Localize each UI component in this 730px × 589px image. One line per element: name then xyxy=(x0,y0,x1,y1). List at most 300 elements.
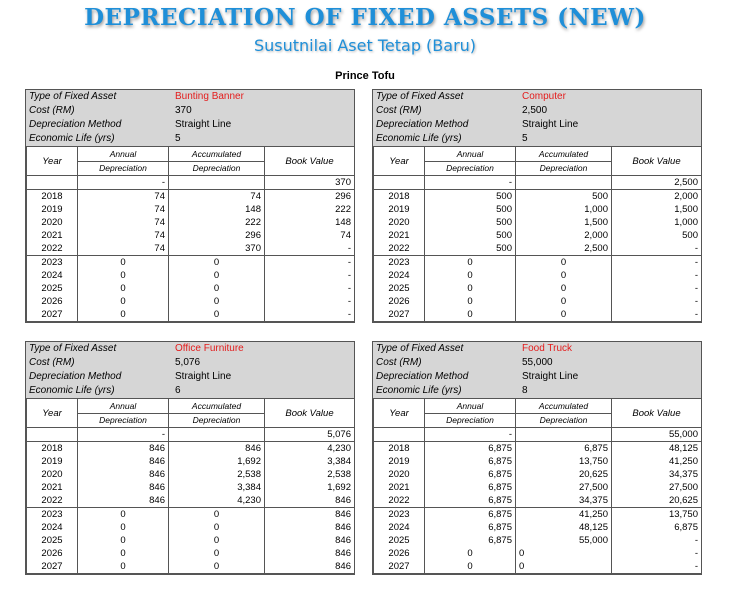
annual-depreciation-cell: 500 xyxy=(425,229,516,242)
book-value-cell: 5,076 xyxy=(265,428,355,442)
accumulated-header-bottom: Depreciation xyxy=(539,414,588,425)
annual-depreciation-cell: 846 xyxy=(78,455,169,468)
year-cell: 2024 xyxy=(374,521,425,534)
asset-panel-office-furniture xyxy=(25,341,355,575)
book-value-cell: 222 xyxy=(265,203,355,216)
asset-method-value: Straight Line xyxy=(175,371,232,382)
asset-cost-row xyxy=(26,104,354,118)
page-title: DEPRECIATION OF FIXED ASSETS (NEW) xyxy=(84,4,646,31)
table-row xyxy=(27,442,355,456)
table-row xyxy=(27,508,355,522)
table-header xyxy=(374,147,702,176)
depreciation-table xyxy=(373,146,702,322)
depreciation-table xyxy=(373,398,702,574)
asset-type-value: Computer xyxy=(522,91,566,102)
accumulated-depreciation-cell: 0 xyxy=(516,282,612,295)
book-value-cell: - xyxy=(612,547,702,560)
asset-life-row xyxy=(373,384,701,398)
accumulated-depreciation-cell: 296 xyxy=(169,229,265,242)
accumulated-header-bottom: Depreciation xyxy=(192,414,241,425)
book-value-cell: 846 xyxy=(265,521,355,534)
asset-panel-bunting-banner xyxy=(25,89,355,323)
accumulated-depreciation-cell: 370 xyxy=(169,242,265,256)
asset-method-label: Depreciation Method xyxy=(376,119,469,130)
year-cell: 2022 xyxy=(27,242,78,256)
book-value-cell: - xyxy=(265,256,355,270)
annual-depreciation-cell: 500 xyxy=(425,242,516,256)
year-cell: 2022 xyxy=(374,494,425,508)
year-cell: 2026 xyxy=(374,547,425,560)
year-cell: 2020 xyxy=(374,468,425,481)
asset-method-label: Depreciation Method xyxy=(29,371,122,382)
table-row xyxy=(374,428,702,442)
year-cell: 2026 xyxy=(374,295,425,308)
accumulated-header xyxy=(169,399,265,428)
year-cell: 2021 xyxy=(374,229,425,242)
book-value-cell: - xyxy=(612,295,702,308)
annual-depreciation-cell: 6,875 xyxy=(425,481,516,494)
asset-method-label: Depreciation Method xyxy=(29,119,122,130)
annual-depreciation-cell: 6,875 xyxy=(425,494,516,508)
year-cell: 2019 xyxy=(374,203,425,216)
annual-depreciation-cell: 6,875 xyxy=(425,455,516,468)
table-row xyxy=(374,521,702,534)
accumulated-depreciation-cell: 0 xyxy=(516,256,612,270)
accumulated-depreciation-cell: 0 xyxy=(169,282,265,295)
table-row xyxy=(374,560,702,574)
accumulated-depreciation-cell: 3,384 xyxy=(169,481,265,494)
table-row xyxy=(374,176,702,190)
book-value-cell: 500 xyxy=(612,229,702,242)
book-value-header: Book Value xyxy=(612,399,702,428)
table-row xyxy=(27,256,355,270)
accumulated-depreciation-cell: 0 xyxy=(169,547,265,560)
book-value-cell: 846 xyxy=(265,494,355,508)
depreciation-table xyxy=(26,146,355,322)
book-value-cell: 55,000 xyxy=(612,428,702,442)
asset-method-value: Straight Line xyxy=(522,119,579,130)
accumulated-depreciation-cell: 74 xyxy=(169,190,265,204)
year-cell: 2027 xyxy=(374,560,425,574)
annual-depreciation-cell: 0 xyxy=(425,295,516,308)
accumulated-header-bottom: Depreciation xyxy=(192,162,241,173)
accumulated-depreciation-cell: 0 xyxy=(516,560,612,574)
annual-header xyxy=(425,399,516,428)
year-cell: 2019 xyxy=(27,203,78,216)
annual-header-bottom: Depreciation xyxy=(446,162,494,173)
table-row xyxy=(374,216,702,229)
annual-depreciation-cell: - xyxy=(425,176,516,190)
year-cell: 2024 xyxy=(27,521,78,534)
annual-header-top: Annual xyxy=(425,400,515,414)
year-cell: 2019 xyxy=(27,455,78,468)
accumulated-depreciation-cell: 2,500 xyxy=(516,242,612,256)
table-row xyxy=(374,295,702,308)
annual-depreciation-cell: 0 xyxy=(425,282,516,295)
book-value-cell: 846 xyxy=(265,508,355,522)
book-value-cell: 4,230 xyxy=(265,442,355,456)
accumulated-depreciation-cell: 1,500 xyxy=(516,216,612,229)
annual-depreciation-cell: 0 xyxy=(78,521,169,534)
accumulated-depreciation-cell: 27,500 xyxy=(516,481,612,494)
accumulated-header-top: Accumulated xyxy=(169,400,264,414)
accumulated-depreciation-cell xyxy=(169,428,265,442)
table-row xyxy=(27,282,355,295)
asset-life-value: 8 xyxy=(522,385,528,396)
annual-depreciation-cell: - xyxy=(425,428,516,442)
table-row xyxy=(27,295,355,308)
year-header: Year xyxy=(27,147,78,176)
annual-depreciation-cell: 0 xyxy=(425,269,516,282)
table-row xyxy=(27,468,355,481)
accumulated-depreciation-cell: 6,875 xyxy=(516,442,612,456)
annual-depreciation-cell: 0 xyxy=(425,560,516,574)
book-value-cell: 34,375 xyxy=(612,468,702,481)
accumulated-depreciation-cell: 34,375 xyxy=(516,494,612,508)
year-cell: 2021 xyxy=(27,481,78,494)
book-value-cell: - xyxy=(265,269,355,282)
table-header xyxy=(27,147,355,176)
asset-type-value: Office Furniture xyxy=(175,343,244,354)
table-row xyxy=(374,308,702,322)
annual-depreciation-cell: 846 xyxy=(78,468,169,481)
year-cell: 2027 xyxy=(27,560,78,574)
asset-type-value: Bunting Banner xyxy=(175,91,244,102)
annual-depreciation-cell: 74 xyxy=(78,203,169,216)
book-value-cell: - xyxy=(265,242,355,256)
book-value-cell: 846 xyxy=(265,534,355,547)
book-value-cell: - xyxy=(612,308,702,322)
book-value-cell: 370 xyxy=(265,176,355,190)
annual-depreciation-cell: 0 xyxy=(78,269,169,282)
table-row xyxy=(374,547,702,560)
year-cell: 2024 xyxy=(27,269,78,282)
asset-type-row xyxy=(373,342,701,356)
annual-header-bottom: Depreciation xyxy=(446,414,494,425)
accumulated-depreciation-cell xyxy=(169,176,265,190)
annual-header-top: Annual xyxy=(425,148,515,162)
annual-depreciation-cell: 500 xyxy=(425,216,516,229)
asset-type-value: Food Truck xyxy=(522,343,573,354)
accumulated-depreciation-cell: 0 xyxy=(169,269,265,282)
book-value-cell: 74 xyxy=(265,229,355,242)
table-row xyxy=(27,229,355,242)
asset-info xyxy=(373,342,701,398)
year-cell: 2025 xyxy=(27,534,78,547)
accumulated-header-bottom: Depreciation xyxy=(539,162,588,173)
year-cell: 2018 xyxy=(374,442,425,456)
asset-life-row xyxy=(373,132,701,146)
table-row xyxy=(27,308,355,322)
year-cell: 2027 xyxy=(374,308,425,322)
asset-info xyxy=(26,90,354,146)
table-row xyxy=(374,468,702,481)
year-cell: 2023 xyxy=(374,508,425,522)
asset-life-label: Economic Life (yrs) xyxy=(376,133,462,144)
accumulated-depreciation-cell: 148 xyxy=(169,203,265,216)
depreciation-table xyxy=(26,398,355,574)
asset-type-label: Type of Fixed Asset xyxy=(376,91,464,102)
asset-method-row xyxy=(26,118,354,132)
table-row xyxy=(374,455,702,468)
annual-header-bottom: Depreciation xyxy=(99,414,147,425)
book-value-cell: - xyxy=(265,282,355,295)
table-row xyxy=(27,534,355,547)
annual-depreciation-cell: 0 xyxy=(78,295,169,308)
table-row xyxy=(27,494,355,508)
accumulated-header-top: Accumulated xyxy=(516,148,611,162)
book-value-cell: 296 xyxy=(265,190,355,204)
table-row xyxy=(27,547,355,560)
annual-header-top: Annual xyxy=(78,148,168,162)
asset-cost-label: Cost (RM) xyxy=(29,105,75,116)
accumulated-depreciation-cell: 500 xyxy=(516,190,612,204)
accumulated-depreciation-cell: 4,230 xyxy=(169,494,265,508)
year-cell xyxy=(374,176,425,190)
annual-depreciation-cell: 0 xyxy=(78,508,169,522)
table-row xyxy=(27,269,355,282)
book-value-cell: - xyxy=(612,269,702,282)
year-cell xyxy=(27,428,78,442)
annual-depreciation-cell: 74 xyxy=(78,229,169,242)
asset-method-label: Depreciation Method xyxy=(376,371,469,382)
table-row xyxy=(374,269,702,282)
accumulated-depreciation-cell: 846 xyxy=(169,442,265,456)
book-value-cell: 148 xyxy=(265,216,355,229)
table-row xyxy=(374,481,702,494)
table-row xyxy=(27,521,355,534)
table-row xyxy=(374,256,702,270)
year-cell xyxy=(374,428,425,442)
asset-panel-food-truck xyxy=(372,341,702,575)
annual-depreciation-cell: 6,875 xyxy=(425,508,516,522)
asset-info xyxy=(26,342,354,398)
year-cell: 2024 xyxy=(374,269,425,282)
accumulated-header xyxy=(516,399,612,428)
annual-depreciation-cell: - xyxy=(78,428,169,442)
accumulated-depreciation-cell: 2,538 xyxy=(169,468,265,481)
year-cell: 2020 xyxy=(27,468,78,481)
book-value-cell: 41,250 xyxy=(612,455,702,468)
asset-method-value: Straight Line xyxy=(522,371,579,382)
table-row xyxy=(374,203,702,216)
year-cell: 2018 xyxy=(27,190,78,204)
book-value-cell: - xyxy=(265,308,355,322)
accumulated-depreciation-cell: 1,692 xyxy=(169,455,265,468)
asset-type-row xyxy=(373,90,701,104)
table-header xyxy=(374,399,702,428)
asset-cost-value: 55,000 xyxy=(522,357,553,368)
asset-life-label: Economic Life (yrs) xyxy=(29,133,115,144)
accumulated-depreciation-cell: 0 xyxy=(169,256,265,270)
table-row xyxy=(374,282,702,295)
annual-depreciation-cell: 0 xyxy=(78,534,169,547)
annual-header-top: Annual xyxy=(78,400,168,414)
asset-method-row xyxy=(26,370,354,384)
asset-cost-value: 5,076 xyxy=(175,357,201,368)
annual-depreciation-cell: - xyxy=(78,176,169,190)
table-row xyxy=(374,190,702,204)
table-row xyxy=(27,176,355,190)
asset-panel-computer xyxy=(372,89,702,323)
asset-cost-label: Cost (RM) xyxy=(376,357,422,368)
year-cell: 2025 xyxy=(374,282,425,295)
year-cell: 2025 xyxy=(374,534,425,547)
annual-depreciation-cell: 6,875 xyxy=(425,534,516,547)
annual-depreciation-cell: 6,875 xyxy=(425,442,516,456)
asset-type-label: Type of Fixed Asset xyxy=(376,343,464,354)
page-subtitle: Susutnilai Aset Tetap (Baru) xyxy=(253,36,477,55)
asset-cost-row xyxy=(26,356,354,370)
year-cell: 2023 xyxy=(27,508,78,522)
book-value-header: Book Value xyxy=(265,147,355,176)
accumulated-depreciation-cell: 0 xyxy=(516,269,612,282)
accumulated-depreciation-cell: 0 xyxy=(169,560,265,574)
annual-depreciation-cell: 0 xyxy=(78,282,169,295)
annual-header xyxy=(78,147,169,176)
book-value-cell: - xyxy=(612,256,702,270)
book-value-cell: 846 xyxy=(265,547,355,560)
asset-info xyxy=(373,90,701,146)
table-row xyxy=(27,428,355,442)
asset-cost-row xyxy=(373,356,701,370)
annual-depreciation-cell: 6,875 xyxy=(425,468,516,481)
accumulated-depreciation-cell: 0 xyxy=(169,521,265,534)
year-cell: 2026 xyxy=(27,547,78,560)
asset-cost-value: 370 xyxy=(175,105,192,116)
accumulated-depreciation-cell: 41,250 xyxy=(516,508,612,522)
accumulated-depreciation-cell: 0 xyxy=(169,534,265,547)
annual-depreciation-cell: 74 xyxy=(78,216,169,229)
book-value-header: Book Value xyxy=(612,147,702,176)
book-value-cell: 27,500 xyxy=(612,481,702,494)
accumulated-header-top: Accumulated xyxy=(516,400,611,414)
company-name: Prince Tofu xyxy=(335,70,395,82)
book-value-cell: 3,384 xyxy=(265,455,355,468)
accumulated-depreciation-cell: 0 xyxy=(516,295,612,308)
book-value-cell: 48,125 xyxy=(612,442,702,456)
annual-depreciation-cell: 74 xyxy=(78,190,169,204)
accumulated-depreciation-cell: 0 xyxy=(169,308,265,322)
table-row xyxy=(27,242,355,256)
accumulated-depreciation-cell: 20,625 xyxy=(516,468,612,481)
accumulated-header-top: Accumulated xyxy=(169,148,264,162)
book-value-cell: - xyxy=(612,560,702,574)
book-value-header: Book Value xyxy=(265,399,355,428)
annual-depreciation-cell: 846 xyxy=(78,481,169,494)
accumulated-depreciation-cell xyxy=(516,428,612,442)
accumulated-depreciation-cell: 0 xyxy=(169,508,265,522)
book-value-cell: 2,500 xyxy=(612,176,702,190)
year-cell: 2023 xyxy=(374,256,425,270)
asset-method-row xyxy=(373,370,701,384)
book-value-cell: 13,750 xyxy=(612,508,702,522)
book-value-cell: 1,000 xyxy=(612,216,702,229)
year-cell: 2018 xyxy=(27,442,78,456)
book-value-cell: 1,692 xyxy=(265,481,355,494)
accumulated-depreciation-cell: 55,000 xyxy=(516,534,612,547)
book-value-cell: 1,500 xyxy=(612,203,702,216)
year-cell xyxy=(27,176,78,190)
table-row xyxy=(374,442,702,456)
accumulated-depreciation-cell: 0 xyxy=(516,547,612,560)
table-row xyxy=(27,190,355,204)
asset-type-label: Type of Fixed Asset xyxy=(29,343,117,354)
accumulated-header xyxy=(169,147,265,176)
annual-depreciation-cell: 500 xyxy=(425,190,516,204)
table-header xyxy=(27,399,355,428)
asset-method-row xyxy=(373,118,701,132)
year-cell: 2026 xyxy=(27,295,78,308)
annual-depreciation-cell: 6,875 xyxy=(425,521,516,534)
asset-cost-label: Cost (RM) xyxy=(376,105,422,116)
book-value-cell: 6,875 xyxy=(612,521,702,534)
table-row xyxy=(374,494,702,508)
annual-header xyxy=(425,147,516,176)
asset-type-row xyxy=(26,90,354,104)
year-cell: 2025 xyxy=(27,282,78,295)
asset-life-label: Economic Life (yrs) xyxy=(29,385,115,396)
year-header: Year xyxy=(27,399,78,428)
accumulated-depreciation-cell: 2,000 xyxy=(516,229,612,242)
year-cell: 2020 xyxy=(374,216,425,229)
asset-life-value: 5 xyxy=(522,133,528,144)
accumulated-depreciation-cell xyxy=(516,176,612,190)
year-cell: 2021 xyxy=(27,229,78,242)
asset-life-label: Economic Life (yrs) xyxy=(376,385,462,396)
annual-depreciation-cell: 74 xyxy=(78,242,169,256)
year-header: Year xyxy=(374,147,425,176)
accumulated-depreciation-cell: 13,750 xyxy=(516,455,612,468)
book-value-cell: 20,625 xyxy=(612,494,702,508)
annual-depreciation-cell: 846 xyxy=(78,442,169,456)
year-cell: 2020 xyxy=(27,216,78,229)
annual-depreciation-cell: 0 xyxy=(78,560,169,574)
accumulated-depreciation-cell: 0 xyxy=(169,295,265,308)
asset-life-value: 6 xyxy=(175,385,181,396)
annual-header xyxy=(78,399,169,428)
asset-cost-row xyxy=(373,104,701,118)
asset-method-value: Straight Line xyxy=(175,119,232,130)
table-row xyxy=(374,242,702,256)
table-row xyxy=(374,508,702,522)
asset-life-row xyxy=(26,132,354,146)
accumulated-depreciation-cell: 0 xyxy=(516,308,612,322)
accumulated-depreciation-cell: 222 xyxy=(169,216,265,229)
book-value-cell: - xyxy=(612,534,702,547)
accumulated-depreciation-cell: 1,000 xyxy=(516,203,612,216)
table-row xyxy=(27,481,355,494)
table-row xyxy=(27,560,355,574)
table-row xyxy=(27,216,355,229)
book-value-cell: - xyxy=(612,282,702,295)
book-value-cell: - xyxy=(612,242,702,256)
asset-type-label: Type of Fixed Asset xyxy=(29,91,117,102)
annual-depreciation-cell: 500 xyxy=(425,203,516,216)
asset-cost-label: Cost (RM) xyxy=(29,357,75,368)
asset-cost-value: 2,500 xyxy=(522,105,548,116)
table-row xyxy=(27,455,355,468)
table-row xyxy=(374,534,702,547)
asset-life-row xyxy=(26,384,354,398)
annual-depreciation-cell: 0 xyxy=(425,547,516,560)
table-row xyxy=(27,203,355,216)
book-value-cell: 846 xyxy=(265,560,355,574)
annual-depreciation-cell: 0 xyxy=(78,256,169,270)
year-cell: 2022 xyxy=(27,494,78,508)
annual-header-bottom: Depreciation xyxy=(99,162,147,173)
annual-depreciation-cell: 846 xyxy=(78,494,169,508)
